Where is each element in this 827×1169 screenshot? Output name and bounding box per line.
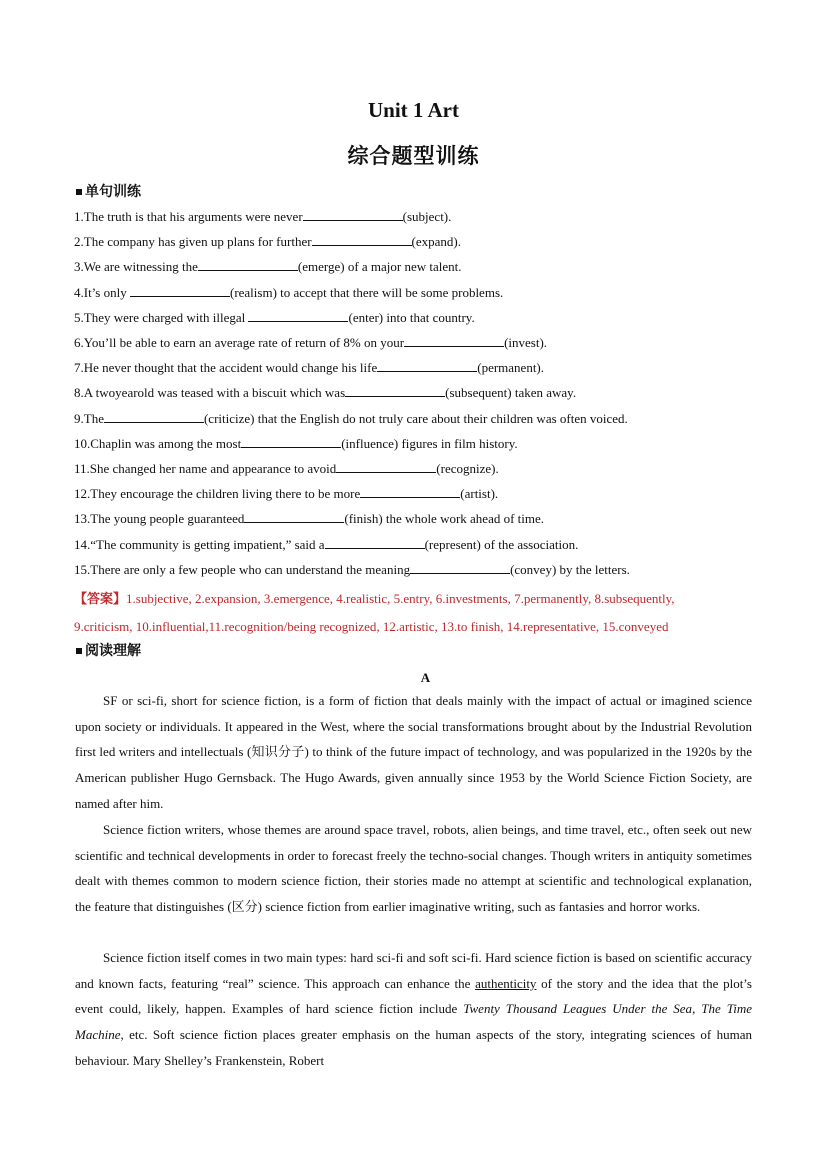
answer-blank[interactable] [312, 233, 412, 246]
bullet-square-icon [76, 189, 82, 195]
question-text: into that country. [383, 309, 475, 325]
question-text: 6.You’ll be able to earn an average rate of return of 8% on your [74, 335, 405, 350]
question-text: figures in film history. [398, 435, 518, 451]
answer-block [74, 585, 754, 640]
answer-blank[interactable] [336, 460, 436, 473]
word-hint: (convey) [510, 561, 557, 577]
question-row [74, 435, 518, 452]
question-row [74, 384, 576, 401]
question-row [74, 460, 499, 477]
word-hint: (emerge) [297, 259, 345, 275]
question-row [74, 410, 628, 427]
question-row [74, 334, 547, 351]
answer-blank[interactable] [130, 284, 230, 297]
section-heading-reading: 阅读理解 [76, 640, 141, 660]
question-text: 14.“The community is getting impatient,” said a [74, 536, 325, 552]
question-text: that the English do not truly care about their children was often voiced. [254, 410, 628, 426]
question-text: 10.Chaplin was among the most [74, 435, 242, 451]
question-row [74, 510, 544, 527]
question-text: 9.The [74, 410, 104, 426]
question-row [74, 233, 461, 250]
question-row [74, 485, 498, 502]
question-row [74, 208, 451, 225]
word-hint: (subsequent) [445, 385, 512, 401]
question-text: 1.The truth is that his arguments were never [74, 209, 303, 224]
question-text: 7.He never thought that the accident would change his life [74, 360, 378, 376]
passage-label: A [420, 670, 431, 685]
answer-line: 9.criticism, 10.influential,11.recognition/being recognized, 12.artistic, 13.to finish, 14.representative, 15.conveyed [74, 619, 669, 634]
book-title: Twenty Thousand Leagues Under the Sea [463, 1001, 693, 1017]
answer-blank[interactable] [360, 485, 460, 498]
question-text: the whole work ahead of time. [382, 511, 545, 527]
word-hint: (represent) [424, 536, 481, 552]
answer-blank[interactable] [404, 334, 504, 347]
question-text: 12.They encourage the children living there to be more [74, 486, 361, 502]
question-row [74, 309, 475, 326]
answer-tag: 【答案】 [74, 592, 127, 607]
word-hint: (recognize). [436, 461, 499, 476]
unit-title: Unit 1 Art [368, 98, 459, 122]
question-text: 4.It’s only [74, 284, 130, 300]
passage-paragraph: SF or sci-fi, short for science fiction, is a form of fiction that deals mainly with the impact of actual or imagined science upon society or individuals. It appeared in the West, where the social transformations brought about by the Industrial Revolution first led writers and intellectuals (知识分子) to think of the future impact of technology, and was popularized in the 1920s by the American publisher Hugo Gernsback. The Hugo Awards, given annually since 1953 by the World Science Fiction Society, are named after him. [75, 693, 752, 811]
passage-paragraph: Science fiction itself comes in two main types: hard sci-fi and soft sci-fi. Hard science fiction is based on scientific accuracy and known facts, featuring “real” science. This approach can enhance the authenticity of the story and the idea that the plot’s event could, likely, happen. Examples of hard science fiction include Twenty Thousand Leagues Under the Sea, The Time Machine, etc. Soft science fiction places greater emphasis on the human aspects of the story, integrating sciences of human behaviour. Mary Shelley’s Frankenstein, Robert [75, 950, 752, 1068]
question-row [74, 359, 544, 376]
answer-blank[interactable] [345, 384, 445, 397]
word-hint: (finish) [344, 511, 383, 527]
question-text: 8.A twoyearold was teased with a biscuit which was [74, 385, 346, 401]
question-text: to accept that there will be some problems. [276, 284, 504, 300]
word-hint: (artist). [460, 486, 499, 502]
answer-line: 1.subjective, 2.expansion, 3.emergence, 4.realistic, 5.entry, 6.investments, 7.permanently, 8.subsequently, [126, 591, 675, 606]
word-hint: (invest). [504, 335, 548, 350]
question-text: 15.There are only a few people who can understand the meaning [74, 561, 411, 577]
question-text: 5.They were charged with illegal [74, 309, 249, 325]
answer-blank[interactable] [104, 410, 204, 423]
answer-blank[interactable] [410, 561, 510, 574]
answer-blank[interactable] [325, 536, 425, 549]
answer-blank[interactable] [303, 208, 403, 221]
question-row [74, 284, 503, 301]
question-text: 11.She changed her name and appearance to avoid [74, 461, 337, 476]
word-hint: (permanent). [477, 360, 545, 376]
section-heading-single: 单句训练 [76, 181, 141, 201]
answer-blank[interactable] [241, 435, 341, 448]
unit-subtitle: 综合题型训练 [347, 144, 480, 168]
word-hint: (criticize) [203, 410, 255, 426]
passage-paragraph: Science fiction writers, whose themes are around space travel, robots, alien beings, and time travel, etc., often seek out new scientific and technical developments in order to forecast freely the techno-social changes. Though writers in antiquity sometimes dealt with themes common to modern science fiction, their stories made no attempt at scientific and technological explanation, the feature that distinguishes (区分) science fiction from earlier imaginative writing, such as fantasies and horror works. [75, 822, 752, 915]
question-text: of a major new talent. [344, 259, 462, 275]
question-text: of the association. [480, 536, 579, 552]
question-text: 2.The company has given up plans for further [74, 234, 312, 250]
word-hint: (influence) [341, 435, 399, 451]
answer-blank[interactable] [244, 510, 344, 523]
underlined-word: authenticity [475, 975, 537, 991]
question-text: 3.We are witnessing the [74, 259, 198, 275]
word-hint: (expand). [411, 234, 461, 250]
question-text: 13.The young people guaranteed [74, 511, 245, 527]
bullet-square-icon [76, 648, 82, 654]
answer-blank[interactable] [198, 258, 298, 271]
question-row [74, 536, 578, 553]
word-hint: (subject). [402, 209, 452, 224]
word-hint: (enter) [348, 309, 384, 325]
question-row [74, 258, 462, 275]
question-text: by the letters. [556, 561, 630, 577]
answer-blank[interactable] [248, 309, 348, 322]
question-text: taken away. [511, 385, 577, 401]
word-hint: (realism) [229, 284, 277, 300]
answer-blank[interactable] [377, 359, 477, 372]
question-row [74, 561, 630, 578]
book-title: The Time Machine [75, 1001, 752, 1043]
